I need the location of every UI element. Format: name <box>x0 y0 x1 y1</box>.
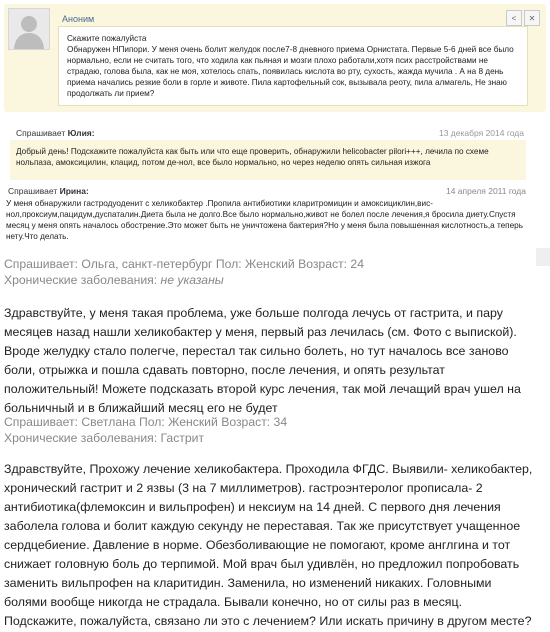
post-date: 14 апреля 2011 года <box>445 186 526 196</box>
chronic-diseases: Хронические заболевания: Гастрит <box>4 431 205 445</box>
scrollbar[interactable] <box>536 248 550 266</box>
chronic-diseases <box>4 272 524 288</box>
asks-label: Спрашивает <box>16 128 68 138</box>
asker-info: Спрашивает: Светлана Пол: Женский Возраст: 34 <box>4 415 288 429</box>
anonymous-question-card <box>4 4 546 112</box>
post-meta <box>4 256 524 288</box>
user-silhouette-icon <box>9 9 49 49</box>
chronic-value: не указаны <box>160 273 224 287</box>
question-header <box>16 128 524 138</box>
post-author: Ирина: <box>59 186 89 196</box>
asks-label: Спрашивает <box>8 186 60 196</box>
share-icon[interactable]: < <box>506 10 522 26</box>
question-text: У меня обнаружили гастродуоденит с хеликобактер .Пропила антибиотики кларитромицин и амоксициклин,вис-нол,проксиум,пацидум,дуспаталин.Диета была не долго.Все было нормально,живот не болел после лечения,я бросила диету.Спустя месяц у меня опять началось обострение.Это может быть не уничтожена бактерия?Но у меня была повышенная кислотность,а теперь нету.Что делать. <box>6 199 523 241</box>
post-date: 13 декабря 2014 года <box>438 128 524 138</box>
post-tools <box>506 10 540 26</box>
post-author[interactable]: Аноним <box>62 14 95 24</box>
post-author: Юлия: <box>67 128 95 138</box>
post-meta <box>4 414 524 446</box>
question-text: Здравствуйте, Прохожу лечение хеликобактера. Проходила ФГДС. Выявили- хеликобактер, хронический гастрит и 2 язвы (3 на 7 миллиметров). гастроэнтеролог прописала- 2 антибиотика(флемоксин и вильпрофен) и нексиум на 14 дней. С первого дня лечения заболела голова и болит каждую секунду не переставая. Так же присутствует учащенное сердцебиение. Давление в норме. Обезболивающие не помогают, кроме англгина и тот снижает головную боль до терпимой. Мой врач был удивлён, но предложил попробовать заменить вильпрофен на кларитидин. Заменила, но изменений никаких. Головными болями вообще никогда не страдала. Бывали конечно, но от силы раз в месяц. Подскажите, пожалуйста, связано ли это с лечением? Или искать причину в другом месте? <box>4 462 533 628</box>
question-text: Скажите пожалуйста Обнаружен НПипори. У меня очень болит желудок после7-8 дневного приема Орнистата. Первые 5-6 дней все было нормально, если не считать того, что ходила как пьяная и мозги плохо работали,хотя псих расстройствами не страдаю, голова была, как не моя, хотелось спать, появилась кислота во рту, сухость, жажда мучила . А на 8 день приема начались резкие боли в горле и животе. Пила картофельный сок, вызывала реоту, пила алмагель, Не знаю продолжать ли прием? <box>58 26 528 106</box>
question-text: Здравствуйте, у меня такая проблема, уже больше полгода лечусь от гастрита, и пару месяцев назад нашли хеликобактер у меня, первый раз лечилась (см. Фото с выпиской). Вроде желудку стало полегче, перестал так сильно болеть, но тут началось все заново боли, отрыжка и пошла сдавать повторно, после лечения, и опять результат положительный! Можете подсказать второй курс лечения, так мой лечащий врач ушел на больничный и в ближайший месяц его не будет <box>4 306 521 415</box>
chronic-label: Хронические заболевания: <box>4 273 161 287</box>
asker-info: Спрашивает: Ольга, санкт-петербург Пол: Женский Возраст: 24 <box>4 257 364 271</box>
close-icon[interactable]: ✕ <box>524 10 540 26</box>
question-text: Добрый день! Подскажите пожалуйста как быть или что еще проверить, обнаружили helicobacter pilori+++, лечила по схеме нольпаза, амоксицилин, клацид, потом де-нол, все было нормально, но через неделю опять сильная изжога <box>10 140 526 180</box>
avatar <box>8 8 50 50</box>
question-header <box>8 186 526 196</box>
